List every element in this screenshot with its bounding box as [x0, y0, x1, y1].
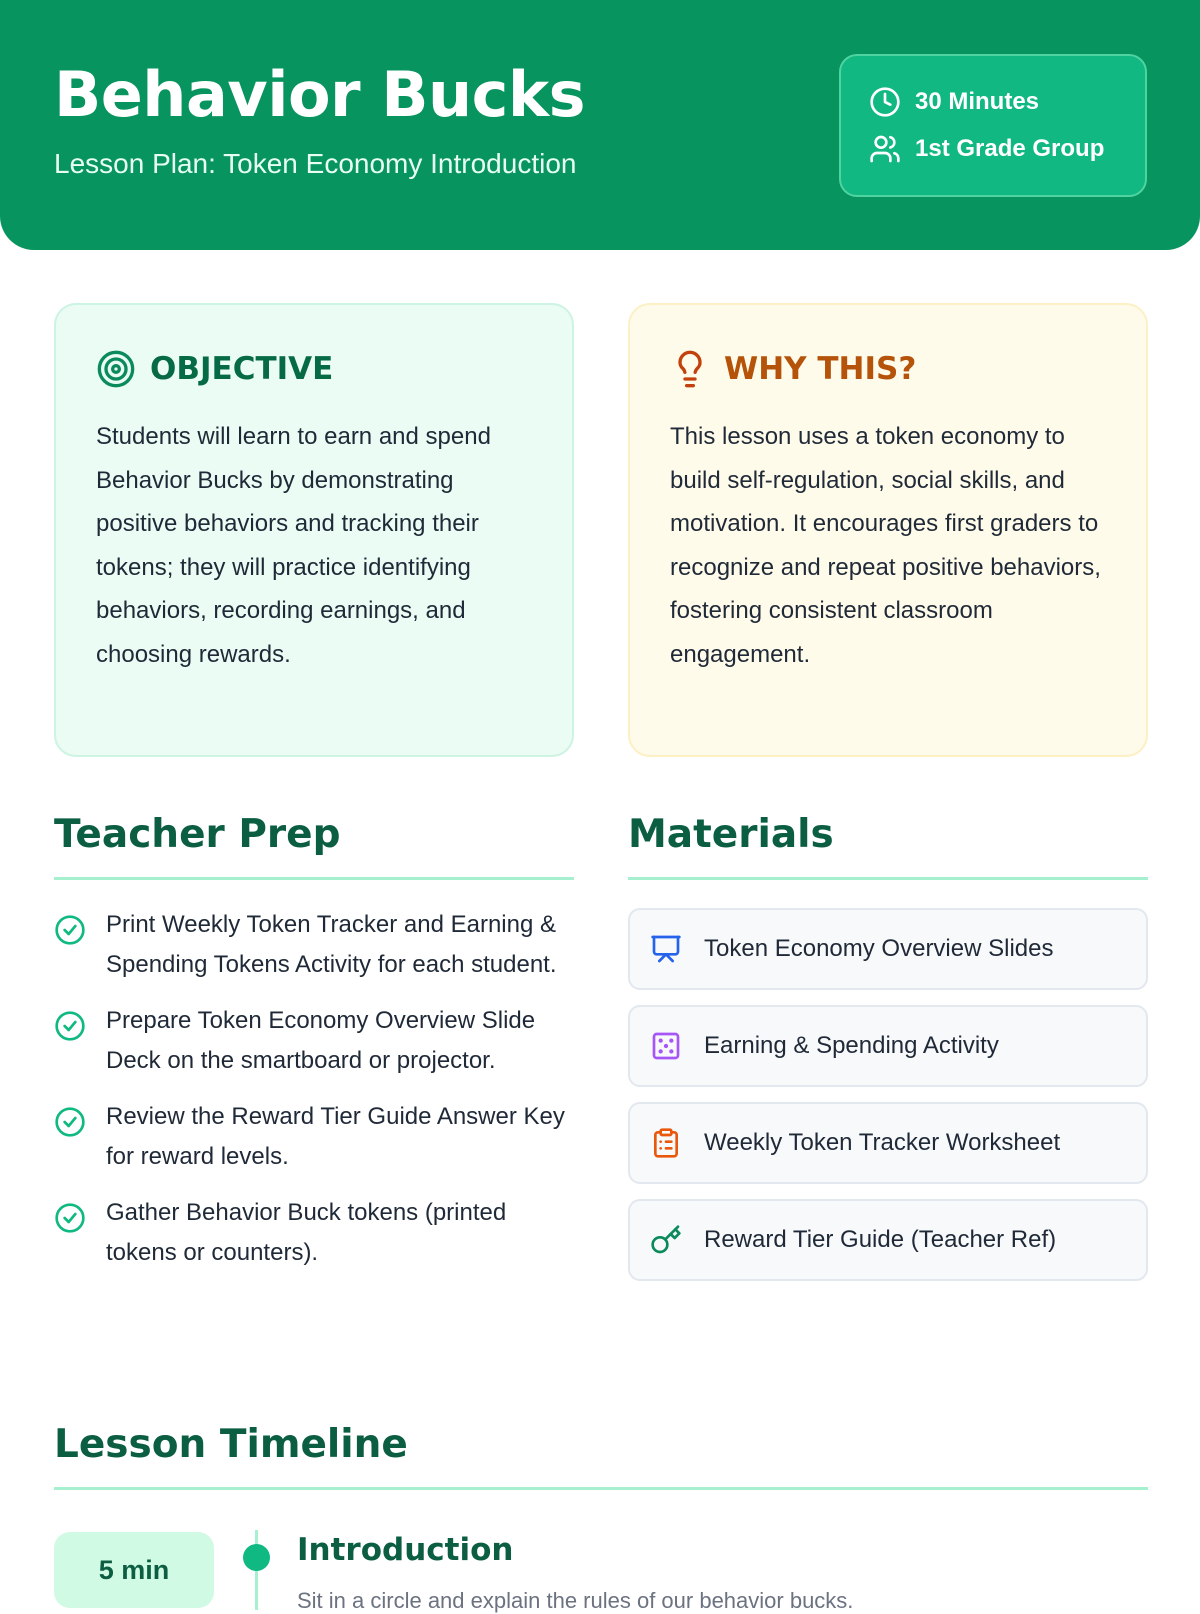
prep-item-text: Review the Reward Tier Guide Answer Key for reward levels.	[106, 1103, 565, 1170]
teacher-prep-list	[54, 905, 579, 1289]
objective-heading	[96, 349, 333, 389]
group-text: 1st Grade Group	[915, 135, 1105, 162]
timeline-step-title: Introduction	[297, 1532, 514, 1568]
material-item-tracker[interactable]	[628, 1102, 1148, 1184]
why-card	[628, 303, 1148, 757]
group-meta	[869, 133, 1104, 165]
material-label: Reward Tier Guide (Teacher Ref)	[704, 1226, 1057, 1253]
presentation-icon	[650, 933, 682, 965]
material-label: Earning & Spending Activity	[704, 1032, 999, 1059]
why-title: WHY THIS?	[724, 351, 917, 387]
material-item-slides[interactable]	[628, 908, 1148, 990]
clipboard-icon	[650, 1127, 682, 1159]
dice-icon	[650, 1030, 682, 1062]
check-circle-icon	[54, 1010, 86, 1042]
check-circle-icon	[54, 1106, 86, 1138]
teacher-prep-title: Teacher Prep	[54, 812, 341, 857]
prep-item	[54, 1193, 579, 1273]
prep-item-text: Gather Behavior Buck tokens (printed tokens or counters).	[106, 1199, 507, 1266]
page-subtitle: Lesson Plan: Token Economy Introduction	[54, 148, 577, 179]
page-title: Behavior Bucks	[54, 58, 585, 131]
timeline-duration-badge: 5 min	[54, 1532, 214, 1608]
timeline-dot	[243, 1544, 270, 1571]
lightbulb-icon	[670, 349, 710, 389]
material-item-activity[interactable]	[628, 1005, 1148, 1087]
material-item-reward-guide[interactable]	[628, 1199, 1148, 1281]
why-text: This lesson uses a token economy to build self-regulation, social skills, and motivation. It encourages first graders to recognize and repeat positive behaviors, fostering consistent classroom engagement.	[670, 423, 1101, 668]
prep-item	[54, 1097, 579, 1177]
material-label: Weekly Token Tracker Worksheet	[704, 1129, 1061, 1156]
duration-text: 30 Minutes	[915, 88, 1040, 115]
page-header	[0, 0, 1200, 250]
prep-item-text: Print Weekly Token Tracker and Earning & Spending Tokens Activity for each student.	[106, 911, 557, 978]
clock-icon	[869, 86, 901, 118]
objective-card	[54, 303, 574, 757]
key-icon	[650, 1224, 682, 1256]
objective-title: OBJECTIVE	[150, 351, 334, 387]
users-icon	[869, 133, 901, 165]
check-circle-icon	[54, 1202, 86, 1234]
duration-meta	[869, 86, 1039, 118]
why-heading	[670, 349, 916, 389]
material-label: Token Economy Overview Slides	[704, 935, 1054, 962]
prep-item-text: Prepare Token Economy Overview Slide Deck on the smartboard or projector.	[106, 1007, 536, 1074]
prep-item	[54, 905, 579, 985]
prep-item	[54, 1001, 579, 1081]
timeline-step-description: Sit in a circle and explain the rules of our behavior bucks.	[297, 1588, 854, 1613]
teacher-prep-divider	[54, 877, 574, 880]
materials-list	[628, 908, 1148, 1296]
timeline-title: Lesson Timeline	[54, 1422, 408, 1467]
objective-text: Students will learn to earn and spend Behavior Bucks by demonstrating positive behaviors and tracking their tokens; they will practice identifying behaviors, recording earnings, and choosing rewards.	[96, 423, 491, 668]
timeline-divider	[54, 1487, 1148, 1490]
check-circle-icon	[54, 914, 86, 946]
materials-title: Materials	[628, 812, 834, 857]
target-icon	[96, 349, 136, 389]
lesson-meta-box	[839, 54, 1147, 197]
materials-divider	[628, 877, 1148, 880]
